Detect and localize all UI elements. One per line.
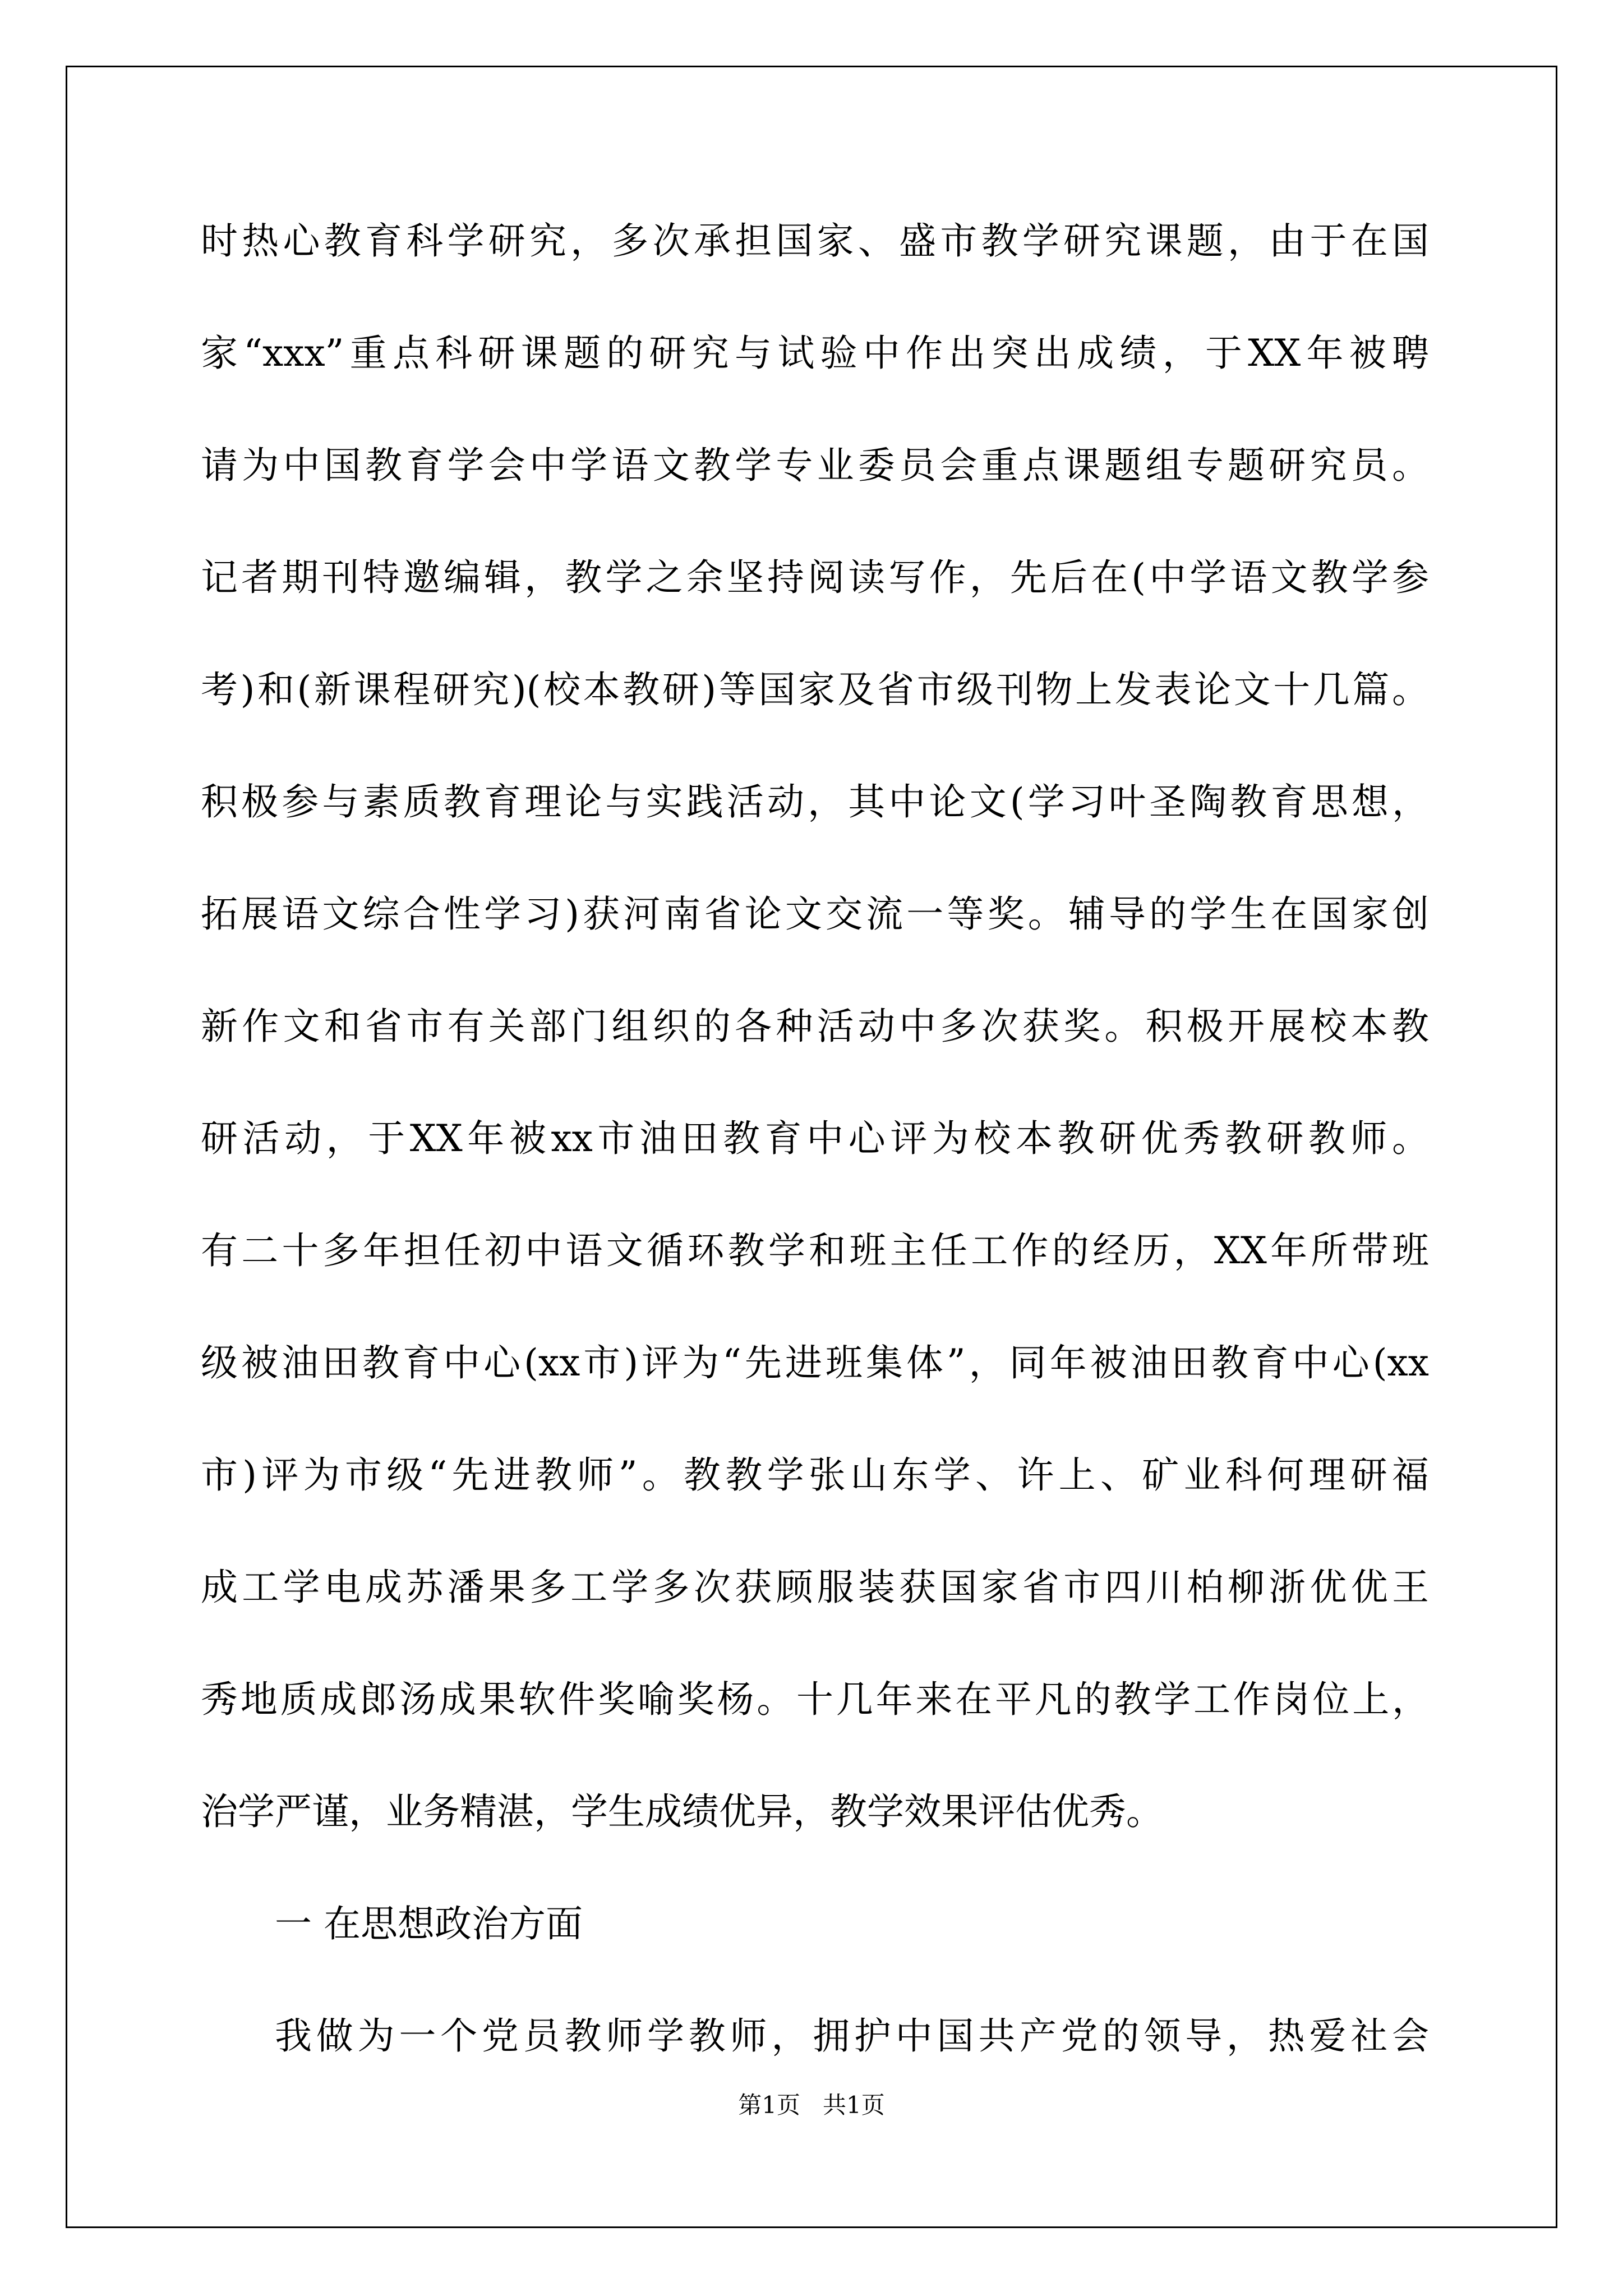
text-line: 研活动，于XX年被xx市油田教育中心评为校本教研优秀教研教师。: [201, 1117, 1429, 1160]
text-line: 有二十多年担任初中语文循环教学和班主任工作的经历，XX年所带班: [201, 1229, 1429, 1272]
paragraph-start-line: 我做为一个党员教师学教师，拥护中国共产党的领导，热爱社会: [275, 2014, 1429, 2058]
text-line: 治学严谨，业务精湛，学生成绩优异，教学效果评估优秀。: [201, 1790, 1163, 1833]
document-body: [201, 213, 1429, 2120]
text-line: 成工学电成苏潘果多工学多次获顾服装获国家省市四川柏柳浙优优王: [201, 1566, 1429, 1609]
text-line: 秀地质成郎汤成果软件奖喻奖杨。十几年来在平凡的教学工作岗位上，: [201, 1678, 1429, 1721]
section-heading: 一 在思想政治方面: [275, 1902, 583, 1945]
page-number-footer: 第1页 共1页: [738, 2091, 885, 2119]
text-line: 市)评为市级“先进教师”。教教学张山东学、许上、矿业科何理研福: [201, 1453, 1429, 1497]
text-line: 时热心教育科学研究，多次承担国家、盛市教学研究课题，由于在国: [201, 219, 1429, 263]
text-line: 考)和(新课程研究)(校本教研)等国家及省市级刊物上发表论文十几篇。: [201, 668, 1429, 711]
text-line: 请为中国教育学会中学语文教学专业委员会重点课题组专题研究员。: [201, 444, 1429, 487]
text-line: 记者期刊特邀编辑，教学之余坚持阅读写作，先后在(中学语文教学参: [201, 556, 1429, 599]
text-line: 级被油田教育中心(xx市)评为“先进班集体”，同年被油田教育中心(xx: [201, 1341, 1429, 1384]
text-line: 新作文和省市有关部门组织的各种活动中多次获奖。积极开展校本教: [201, 1005, 1429, 1048]
text-line: 家“xxx”重点科研课题的研究与试验中作出突出成绩，于XX年被聘: [201, 332, 1429, 375]
text-line: 积极参与素质教育理论与实践活动，其中论文(学习叶圣陶教育思想，: [201, 780, 1429, 823]
text-line: 拓展语文综合性学习)获河南省论文交流一等奖。辅导的学生在国家创: [201, 892, 1429, 936]
